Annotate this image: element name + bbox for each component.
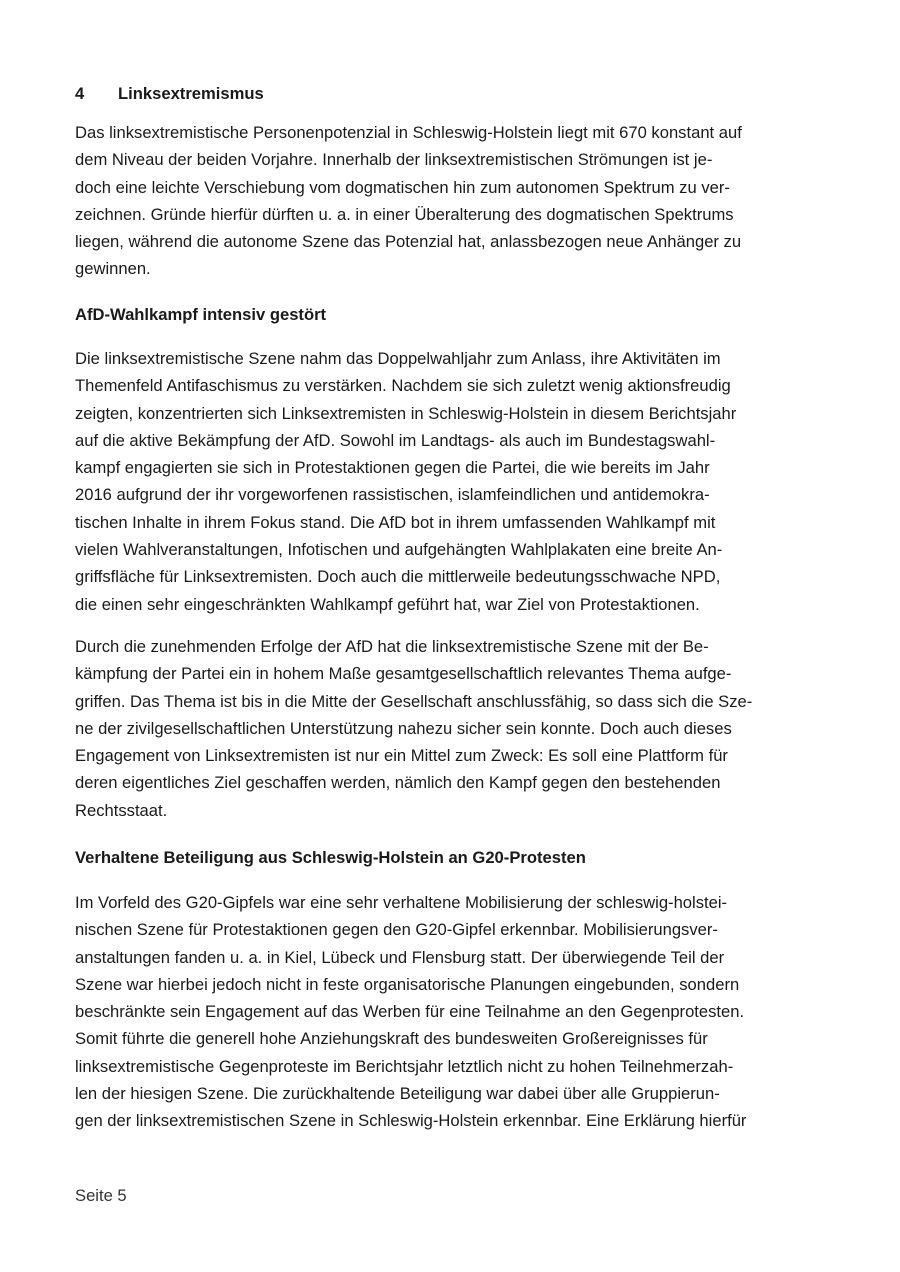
section-heading bbox=[75, 83, 835, 105]
subheading-afd-wahlkampf: AfD-Wahlkampf intensiv gestört bbox=[75, 305, 327, 324]
text-line: nischen Szene für Protestaktionen gegen den G20-Gipfel erkennbar. Mobilisierungsver- bbox=[75, 920, 718, 940]
text-line: auf die aktive Bekämpfung der AfD. Sowohl im Landtags- als auch im Bundestagswahl- bbox=[75, 430, 716, 450]
text-line: Szene war hierbei jedoch nicht in feste organisatorische Planungen eingebunden, sondern bbox=[75, 974, 740, 994]
text-line: linksextremistische Gegenproteste im Berichtsjahr letztlich nicht zu hohen Teilnehmerzah- bbox=[75, 1056, 734, 1076]
text-line: Somit führte die generell hohe Anziehungskraft des bundesweiten Großereignisses für bbox=[75, 1029, 708, 1049]
paragraph-3 bbox=[75, 633, 835, 824]
text-line: tischen Inhalte in ihrem Fokus stand. Die AfD bot in ihrem umfassenden Wahlkampf mit bbox=[75, 512, 716, 532]
text-line: Rechtsstaat. bbox=[75, 800, 168, 820]
text-line: gen der linksextremistischen Szene in Schleswig-Holstein erkennbar. Eine Erklärung hierfür bbox=[75, 1111, 747, 1131]
text-line: kampf engagierten sie sich in Protestaktionen gegen die Partei, die wie bereits im Jahr bbox=[75, 458, 710, 478]
text-line: Themenfeld Antifaschismus zu verstärken. Nachdem sie sich zuletzt wenig aktionsfreudig bbox=[75, 376, 731, 396]
page-number: Seite 5 bbox=[75, 1186, 127, 1205]
paragraph-4 bbox=[75, 889, 835, 1135]
text-line: gewinnen. bbox=[75, 259, 151, 279]
text-line: griffsfläche für Linksextremisten. Doch auch die mittlerweile bedeutungsschwache NPD, bbox=[75, 567, 721, 587]
text-line: zeigten, konzentrierten sich Linksextremisten in Schleswig-Holstein in diesem Berichtsjahr bbox=[75, 403, 737, 423]
section-number: 4 bbox=[75, 84, 85, 103]
text-line: deren eigentliches Ziel geschaffen werden, nämlich den Kampf gegen den bestehenden bbox=[75, 773, 721, 793]
text-line: 2016 aufgrund der ihr vorgeworfenen rassistischen, islamfeindlichen und antidemokra- bbox=[75, 485, 710, 505]
text-line: anstaltungen fanden u. a. in Kiel, Lübeck und Flensburg statt. Der überwiegende Teil der bbox=[75, 947, 725, 967]
paragraph-2 bbox=[75, 345, 835, 618]
text-line: doch eine leichte Verschiebung vom dogmatischen hin zum autonomen Spektrum zu ver- bbox=[75, 177, 730, 197]
text-line: griffen. Das Thema ist bis in die Mitte der Gesellschaft anschlussfähig, so dass sich die Sze- bbox=[75, 691, 753, 711]
text-line: Das linksextremistische Personenpotenzial in Schleswig-Holstein liegt mit 670 konstant auf bbox=[75, 123, 742, 142]
text-line: die einen sehr eingeschränkten Wahlkampf geführt hat, war Ziel von Protestaktionen. bbox=[75, 594, 700, 614]
text-line: vielen Wahlveranstaltungen, Infotischen und aufgehängten Wahlplakaten eine breite An- bbox=[75, 540, 723, 560]
text-line: kämpfung der Partei ein in hohem Maße gesamtgesellschaftlich relevantes Thema aufge- bbox=[75, 664, 732, 684]
text-line: Durch die zunehmenden Erfolge der AfD hat die linksextremistische Szene mit der Be- bbox=[75, 637, 709, 656]
text-line: Engagement von Linksextremisten ist nur ein Mittel zum Zweck: Es soll eine Plattform für bbox=[75, 746, 728, 766]
text-line: beschränkte sein Engagement auf das Werben für eine Teilnahme an den Gegenprotesten. bbox=[75, 1002, 745, 1022]
paragraph-1 bbox=[75, 119, 835, 283]
section-title: Linksextremismus bbox=[118, 84, 264, 103]
text-line: len der hiesigen Szene. Die zurückhaltende Beteiligung war dabei über alle Gruppierun- bbox=[75, 1084, 720, 1104]
text-line: Im Vorfeld des G20-Gipfels war eine sehr verhaltene Mobilisierung der schleswig-holstei- bbox=[75, 893, 728, 912]
text-line: Die linksextremistische Szene nahm das Doppelwahljahr zum Anlass, ihre Aktivitäten im bbox=[75, 349, 721, 368]
text-line: liegen, während die autonome Szene das Potenzial hat, anlassbezogen neue Anhänger zu bbox=[75, 232, 742, 252]
text-line: dem Niveau der beiden Vorjahre. Innerhalb der linksextremistischen Strömungen ist je- bbox=[75, 150, 713, 170]
text-line: zeichnen. Gründe hierfür dürften u. a. in einer Überalterung des dogmatischen Spektrums bbox=[75, 204, 734, 224]
subheading-g20: Verhaltene Beteiligung aus Schleswig-Holstein an G20-Protesten bbox=[75, 848, 586, 867]
text-line: ne der zivilgesellschaftlichen Unterstützung nahezu sicher sein konnte. Doch auch dieses bbox=[75, 718, 732, 738]
